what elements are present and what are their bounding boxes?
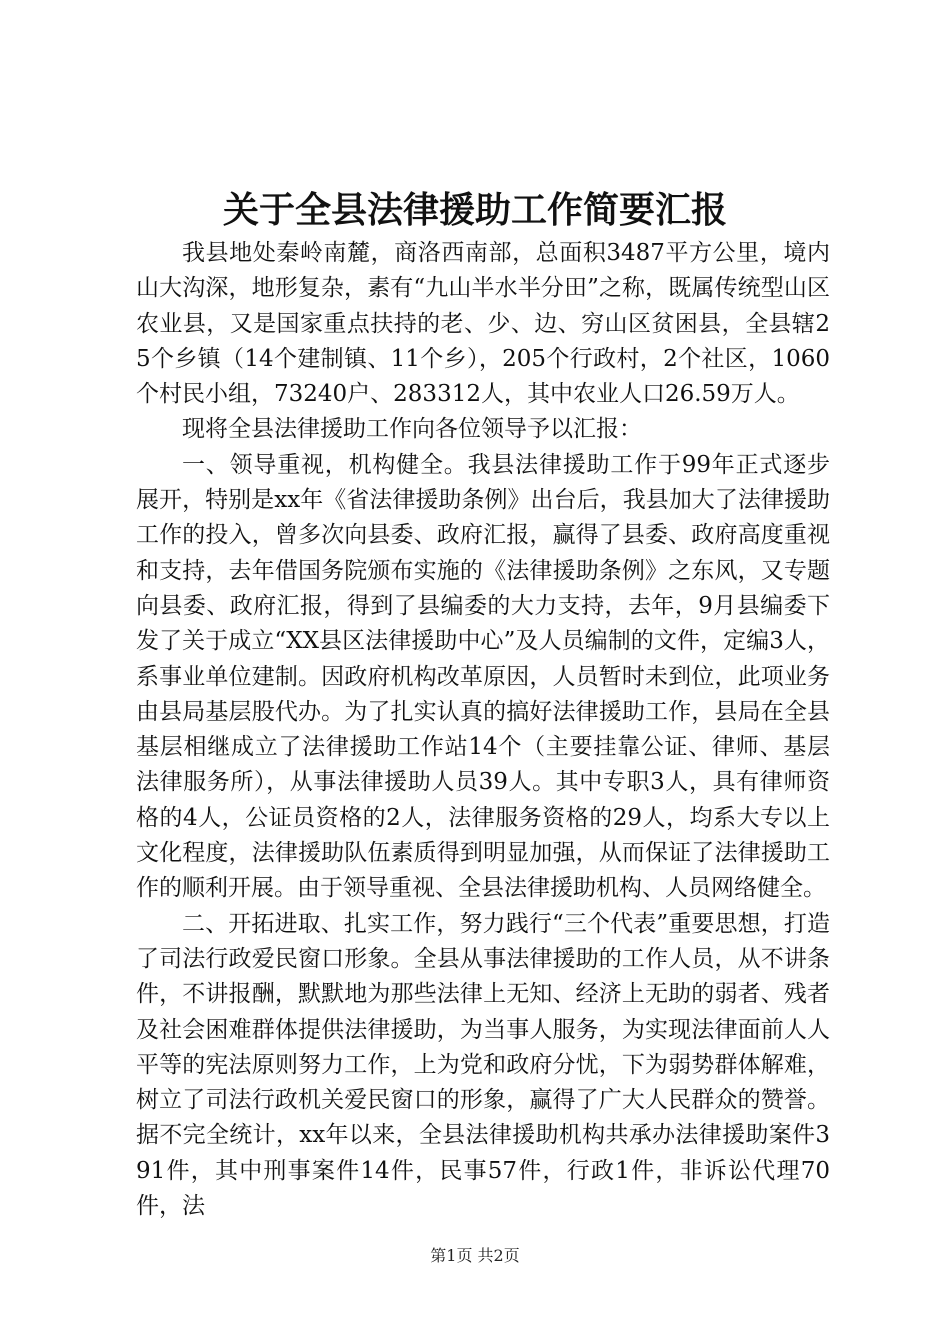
page-footer: 第1页 共2页 bbox=[430, 1246, 520, 1265]
paragraph-intro: 现将全县法律援助工作向各位领导予以汇报： bbox=[182, 416, 642, 443]
document-title: 关于全县法律援助工作简要汇报 bbox=[222, 189, 727, 231]
paragraph-overview: 我县地处秦岭南麓，商洛西南部，总面积3487平方公里，境内山大沟深，地形复杂，素有“九山半水半分田”之称，既属传统型山区农业县，又是国家重点扶持的老、少、边、穷山区贫困县，全县辖25个乡镇（14个建制镇、11个乡），205个行政村，2个社区，1060个村民小组，73240户、283312人，其中农业人口26.59万人。 bbox=[136, 240, 830, 408]
paragraph-section-one: 一、领导重视，机构健全。我县法律援助工作于99年正式逐步展开，特别是xx年《省法律援助条例》出台后，我县加大了法律援助工作的投入，曾多次向县委、政府汇报，赢得了县委、政府高度重视和支持，去年借国务院颁布实施的《法律援助条例》之东风，又专题向县委、政府汇报，得到了县编委的大力支持，去年，9月县编委下发了关于成立“XX县区法律援助中心”及人员编制的文件，定编3人，系事业单位建制。因政府机构改革原因，人员暂时未到位，此项业务由县局基层股代办。为了扎实认真的搞好法律援助工作，县局在全县基层相继成立了法律援助工作站14个（主要挂靠公证、律师、基层法律服务所），从事法律援助人员39人。其中专职3人，具有律师资格的4人，公证员资格的2人，法律服务资格的29人，均系大专以上文化程度，法律援助队伍素质得到明显加强，从而保证了法律援助工作的顺利开展。由于领导重视、全县法律援助机构、人员网络健全。 bbox=[136, 451, 830, 902]
document-body bbox=[136, 236, 830, 1224]
paragraph-section-two: 二、开拓进取、扎实工作，努力践行“三个代表”重要思想，打造了司法行政爱民窗口形象。全县从事法律援助的工作人员，从不讲条件，不讲报酬，默默地为那些法律上无知、经济上无助的弱者、残者及社会困难群体提供法律援助，为当事人服务，为实现法律面前人人平等的宪法原则努力工作，上为党和政府分忧，下为弱势群体解难，树立了司法行政机关爱民窗口的形象，赢得了广大人民群众的赞誉。据不完全统计，xx年以来，全县法律援助机构共承办法律援助案件391件，其中刑事案件14件，民事57件，行政1件，非诉讼代理70件，法 bbox=[136, 910, 830, 1220]
